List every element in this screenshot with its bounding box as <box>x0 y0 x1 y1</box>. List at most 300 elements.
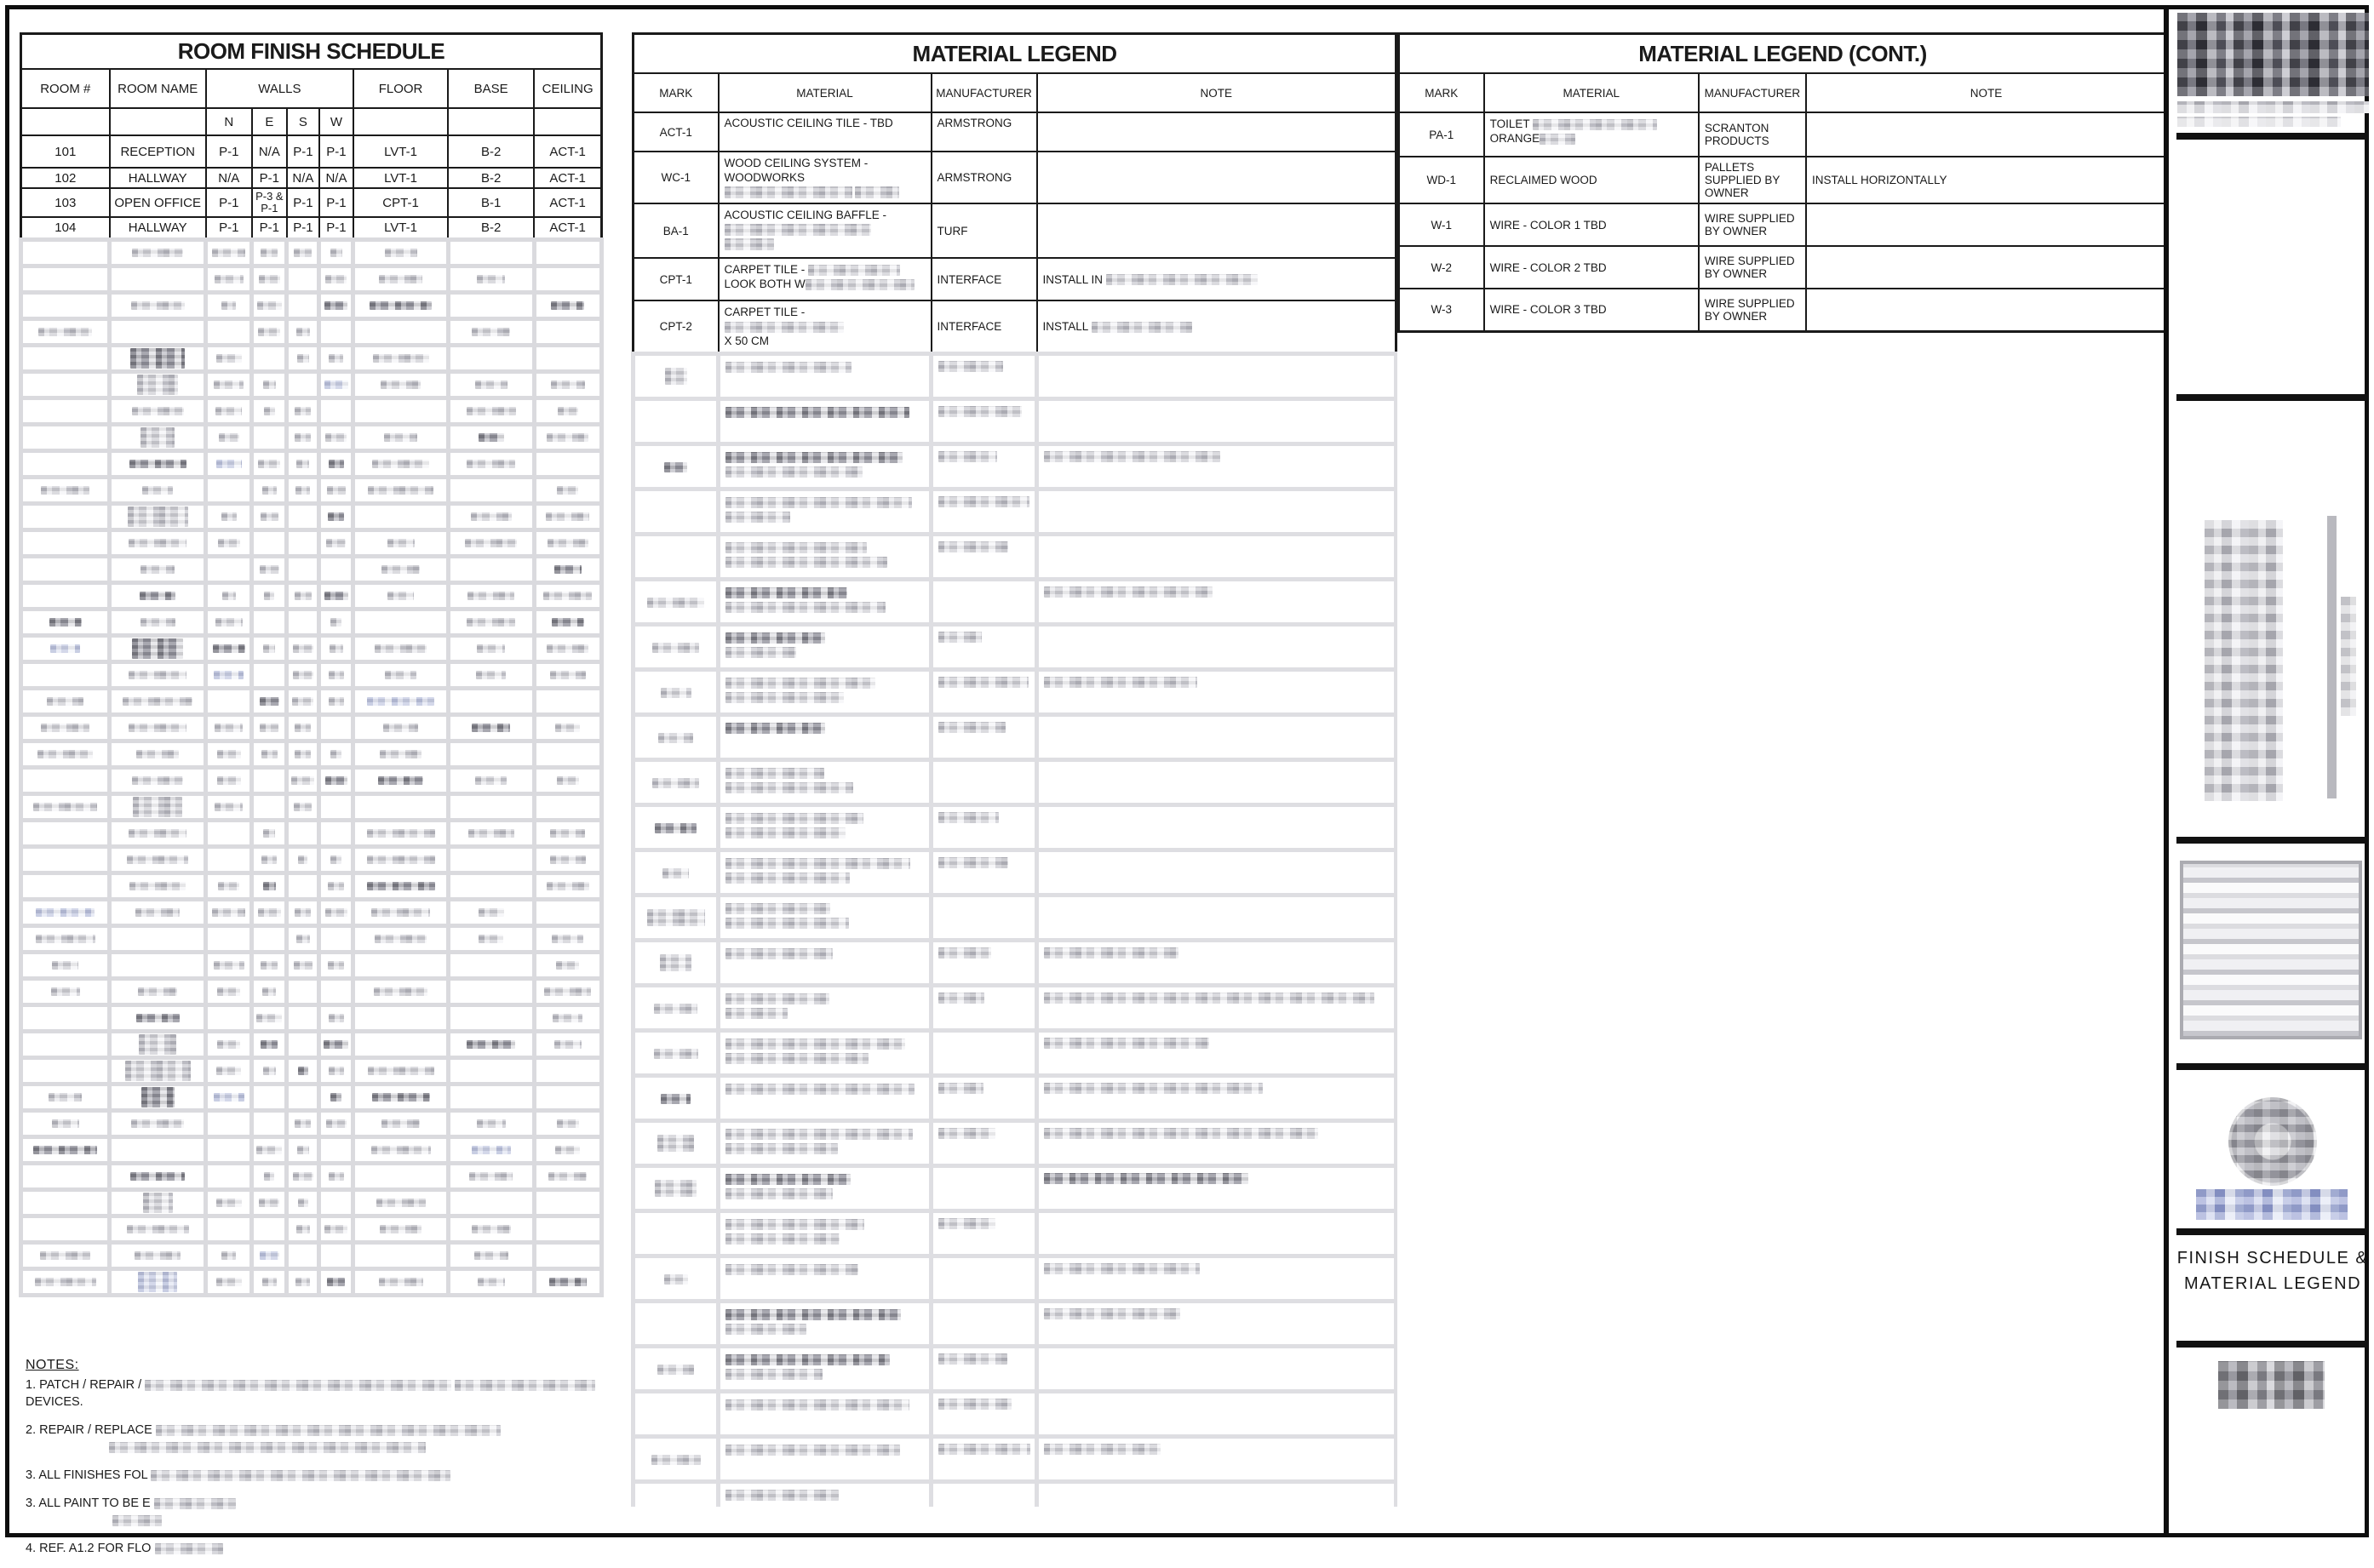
cell-redacted <box>252 1004 287 1031</box>
cell-redacted <box>287 793 319 820</box>
cell-redacted <box>534 318 601 345</box>
cell-redacted <box>206 925 252 952</box>
redacted-text <box>725 918 849 929</box>
cell-redacted <box>353 873 448 899</box>
cell-redacted <box>319 292 353 318</box>
redacted-text <box>725 542 867 553</box>
cell-redacted <box>353 1242 448 1268</box>
table-row-redacted <box>21 609 602 635</box>
redacted-text <box>216 460 242 468</box>
cell-redacted <box>353 371 448 398</box>
cell-redacted <box>534 266 601 292</box>
redacted-text <box>132 407 184 415</box>
cell-redacted <box>287 529 319 556</box>
cell-redacted <box>319 609 353 635</box>
cell-note: INSTALL HORIZONTALLY <box>1806 157 2167 203</box>
cell-redacted <box>110 1242 206 1268</box>
cell-redacted <box>1037 535 1396 580</box>
table-row-redacted <box>21 1057 602 1084</box>
redacted-text <box>298 1199 308 1207</box>
redacted-text <box>327 486 346 495</box>
sheet-title <box>2174 1245 2371 1296</box>
table-row-redacted <box>21 450 602 477</box>
cell-redacted <box>21 345 110 371</box>
cell-redacted <box>319 899 353 925</box>
cell-wall-s: N/A <box>287 168 319 188</box>
cell-room-name: RECEPTION <box>110 135 206 168</box>
cell-manufacturer: ARMSTRONG <box>932 152 1037 203</box>
redacted-text <box>221 1251 236 1260</box>
table-row-redacted <box>634 1392 1396 1437</box>
redacted-text <box>543 592 592 600</box>
cell-redacted <box>353 635 448 661</box>
cell-redacted <box>21 741 110 767</box>
redacted-text <box>259 275 280 283</box>
cell-redacted <box>252 1242 287 1268</box>
redacted-text <box>330 856 341 864</box>
cell-redacted <box>719 1121 932 1166</box>
redacted-text <box>381 1119 420 1128</box>
redacted-text <box>465 539 517 547</box>
cell-redacted <box>534 1110 601 1136</box>
redacted-text <box>725 587 847 598</box>
redacted-text <box>547 433 588 442</box>
redacted-text <box>725 224 871 236</box>
cell-redacted <box>932 986 1037 1031</box>
redacted-text <box>938 857 1008 868</box>
redacted-text <box>725 1324 806 1335</box>
cell-redacted <box>206 1084 252 1110</box>
cell-room-no: 102 <box>21 168 110 188</box>
cell-base: B-2 <box>448 135 534 168</box>
table-row-redacted <box>634 1256 1396 1302</box>
cell-redacted <box>534 1031 601 1057</box>
cell-redacted <box>206 846 252 873</box>
redacted-text <box>328 961 344 970</box>
room-finish-schedule-panel <box>19 32 604 1325</box>
redacted-text <box>295 1119 311 1128</box>
col-header-material: MATERIAL <box>719 73 932 112</box>
redacted-text <box>374 987 427 996</box>
cell-redacted <box>534 371 601 398</box>
col-header-mark: MARK <box>1399 73 1484 112</box>
redacted-text <box>1533 119 1657 130</box>
redacted-text <box>140 618 175 627</box>
redacted-text <box>222 592 236 600</box>
redacted-text <box>477 275 505 283</box>
cell-redacted <box>932 1121 1037 1166</box>
redacted-text <box>329 460 344 468</box>
cell-redacted <box>353 661 448 688</box>
cell-wall-n: P-1 <box>206 217 252 239</box>
redacted-text <box>725 1053 869 1064</box>
table-row-redacted <box>21 793 602 820</box>
cell-redacted <box>534 1268 601 1295</box>
cell-redacted <box>534 1084 601 1110</box>
cell-redacted <box>353 688 448 714</box>
redacted-text <box>294 961 313 970</box>
cell-redacted <box>353 1004 448 1031</box>
redacted-text <box>725 1369 823 1380</box>
cell-redacted <box>206 609 252 635</box>
material-text: LOOK BOTH W <box>724 278 806 290</box>
redacted-text <box>218 539 240 547</box>
redacted-text <box>367 856 435 864</box>
redacted-text <box>131 301 185 310</box>
cell-redacted <box>319 239 353 266</box>
table-row-redacted <box>21 714 602 741</box>
redacted-text <box>35 1278 96 1286</box>
redacted-text <box>367 697 434 706</box>
cell-redacted <box>110 741 206 767</box>
cell-redacted <box>206 1110 252 1136</box>
redacted-text <box>261 750 278 758</box>
redacted-text <box>725 692 844 703</box>
revision-table-redacted <box>2180 861 2362 1039</box>
redacted-text <box>1044 1444 1161 1455</box>
cell-redacted <box>21 899 110 925</box>
cell-redacted <box>719 580 932 625</box>
cell-redacted <box>719 1256 932 1302</box>
cell-wall-w: P-1 <box>319 135 353 168</box>
cell-redacted <box>252 952 287 978</box>
redacted-text <box>112 1515 162 1526</box>
cell-ceiling: ACT-1 <box>534 188 601 217</box>
redacted-text <box>725 813 863 824</box>
cell-redacted <box>206 318 252 345</box>
cell-redacted <box>319 529 353 556</box>
redacted-text <box>550 671 586 679</box>
cell-redacted <box>110 609 206 635</box>
divider <box>2176 837 2368 844</box>
cell-redacted <box>353 1084 448 1110</box>
redacted-text <box>330 1093 341 1102</box>
cell-redacted <box>206 899 252 925</box>
redacted-text <box>372 460 429 468</box>
cell-redacted <box>353 1031 448 1057</box>
cell-redacted <box>287 767 319 793</box>
cell-redacted <box>634 399 719 444</box>
redacted-text <box>52 1119 79 1128</box>
note-text: 2. REPAIR / REPLACE <box>26 1423 152 1437</box>
cell-redacted <box>932 1211 1037 1256</box>
redacted-text <box>662 868 689 878</box>
cell-material: WIRE - COLOR 3 TBD <box>1484 289 1699 331</box>
cell-redacted <box>287 714 319 741</box>
redacted-text <box>214 381 244 389</box>
cell-wall-n: P-1 <box>206 135 252 168</box>
redacted-text <box>262 987 276 996</box>
redacted-text <box>136 750 179 758</box>
redacted-text <box>214 961 244 970</box>
redacted-text <box>380 750 421 758</box>
redacted-text <box>554 565 582 574</box>
cell-mark: W-2 <box>1399 246 1484 289</box>
table-row-redacted <box>21 1268 602 1295</box>
redacted-text <box>938 361 1003 372</box>
cell-redacted <box>319 846 353 873</box>
redacted-text <box>472 1225 511 1233</box>
cell-redacted <box>206 661 252 688</box>
cell-redacted <box>287 1110 319 1136</box>
redacted-text <box>471 512 512 521</box>
note-text: 4. REF. A1.2 FOR FLO <box>26 1542 152 1555</box>
cell-wall-e: P-3 & P-1 <box>252 188 287 217</box>
redacted-text <box>555 1146 580 1154</box>
cell-redacted <box>448 1110 534 1136</box>
cell-redacted <box>319 952 353 978</box>
table-row-103 <box>21 188 602 217</box>
cell-redacted <box>1037 850 1396 896</box>
cell-redacted <box>719 535 932 580</box>
cell-redacted <box>534 503 601 529</box>
redacted-text <box>260 565 279 574</box>
cell-redacted <box>448 1268 534 1295</box>
cell-wall-s: P-1 <box>287 217 319 239</box>
cell-redacted <box>353 767 448 793</box>
redacted-text <box>330 618 341 627</box>
redacted-text <box>258 328 280 336</box>
cell-redacted <box>252 398 287 424</box>
redacted-text <box>938 451 997 462</box>
redacted-text <box>325 776 347 785</box>
cell-redacted <box>932 941 1037 986</box>
cell-redacted <box>206 266 252 292</box>
redacted-text <box>260 697 279 706</box>
redacted-text <box>140 592 175 600</box>
cell-redacted <box>719 805 932 850</box>
cell-redacted <box>319 1110 353 1136</box>
cell-manufacturer: INTERFACE <box>932 300 1037 354</box>
cell-redacted <box>110 846 206 873</box>
redacted-text <box>295 592 312 600</box>
cell-redacted <box>534 1242 601 1268</box>
redacted-text <box>661 688 691 698</box>
cell-redacted <box>206 1189 252 1216</box>
redacted-text <box>467 460 515 468</box>
cell-redacted <box>634 489 719 535</box>
table-row-redacted <box>634 625 1396 670</box>
cell-wall-w: P-1 <box>319 188 353 217</box>
cell-redacted <box>448 1057 534 1084</box>
note-text: INSTALL IN <box>1042 272 1104 286</box>
cell-redacted <box>534 1136 601 1163</box>
cell-mark: BA-1 <box>634 203 719 258</box>
redacted-text <box>379 275 422 283</box>
redacted-text <box>548 1172 587 1181</box>
redacted-text <box>328 882 344 890</box>
redacted-text <box>469 1172 513 1181</box>
table-row-redacted <box>21 767 602 793</box>
cell-redacted <box>252 978 287 1004</box>
redacted-text <box>324 1225 347 1233</box>
redacted-text <box>556 961 579 970</box>
cell-redacted <box>353 529 448 556</box>
cell-redacted <box>252 1163 287 1189</box>
redacted-text <box>725 782 853 793</box>
cell-redacted <box>21 1136 110 1163</box>
cell-redacted <box>319 503 353 529</box>
redacted-text <box>725 1008 788 1019</box>
cell-redacted <box>21 1268 110 1295</box>
cell-redacted <box>252 556 287 582</box>
redacted-text <box>41 724 89 732</box>
redacted-text <box>154 1498 236 1509</box>
table-row-redacted <box>634 1076 1396 1121</box>
cell-redacted <box>634 444 719 489</box>
cell-redacted <box>206 345 252 371</box>
cell-redacted <box>252 1268 287 1295</box>
redacted-text <box>725 903 830 914</box>
redacted-text <box>725 1174 851 1185</box>
cell-redacted <box>319 1242 353 1268</box>
table-row-101 <box>21 135 602 168</box>
redacted-text <box>130 348 185 369</box>
redacted-text <box>295 750 311 758</box>
cell-room-name: HALLWAY <box>110 168 206 188</box>
table-row-redacted <box>634 1211 1396 1256</box>
firm-logo <box>2177 13 2369 96</box>
cell-mark: CPT-1 <box>634 258 719 300</box>
cell-redacted <box>1037 1347 1396 1392</box>
cell-redacted <box>252 266 287 292</box>
cell-redacted <box>932 444 1037 489</box>
redacted-text <box>548 539 588 547</box>
table-row-redacted <box>21 398 602 424</box>
table-row-redacted <box>21 873 602 899</box>
cell-redacted <box>287 503 319 529</box>
redacted-text <box>725 557 887 568</box>
redacted-text <box>33 803 97 811</box>
cell-redacted <box>448 450 534 477</box>
cell-redacted <box>21 767 110 793</box>
cell-redacted <box>932 354 1037 399</box>
cell-redacted <box>932 1392 1037 1437</box>
redacted-text <box>725 1309 901 1320</box>
redacted-text <box>326 539 346 547</box>
col-header-manufacturer: MANUFACTURER <box>1699 73 1806 112</box>
cell-redacted <box>319 371 353 398</box>
material-legend-title: MATERIAL LEGEND <box>912 40 1117 66</box>
redacted-text <box>479 433 504 442</box>
redacted-text <box>296 1225 310 1233</box>
cell-redacted <box>206 873 252 899</box>
cell-redacted <box>287 371 319 398</box>
cell-redacted <box>319 978 353 1004</box>
table-row-redacted <box>21 899 602 925</box>
cell-redacted <box>448 1136 534 1163</box>
cell-redacted <box>110 1110 206 1136</box>
cell-redacted <box>534 424 601 450</box>
cell-redacted <box>353 239 448 266</box>
redacted-text <box>261 1040 278 1049</box>
redacted-text <box>137 375 178 395</box>
cell-redacted <box>1037 1166 1396 1211</box>
table-row-redacted <box>21 820 602 846</box>
redacted-text <box>467 618 515 627</box>
note-item-3 <box>26 1467 622 1484</box>
cell-redacted <box>448 1084 534 1110</box>
redacted-text <box>725 322 844 333</box>
cell-redacted <box>287 846 319 873</box>
table-row-redacted <box>634 896 1396 941</box>
redacted-text <box>295 1278 310 1286</box>
cell-redacted <box>21 1084 110 1110</box>
cell-redacted <box>448 477 534 503</box>
cell-redacted <box>534 661 601 688</box>
cell-redacted <box>932 760 1037 805</box>
divider <box>2176 1063 2368 1070</box>
cell-ceiling: ACT-1 <box>534 217 601 239</box>
cell-redacted <box>448 1004 534 1031</box>
cell-redacted <box>206 477 252 503</box>
cell-redacted <box>719 1166 932 1211</box>
cell-redacted <box>21 925 110 952</box>
cell-redacted <box>206 793 252 820</box>
cell-redacted <box>21 1216 110 1242</box>
redacted-text <box>132 249 183 257</box>
cell-redacted <box>534 450 601 477</box>
cell-redacted <box>448 529 534 556</box>
cell-redacted <box>287 873 319 899</box>
redacted-text <box>1044 677 1197 688</box>
cell-redacted <box>634 805 719 850</box>
redacted-text <box>213 644 245 653</box>
col-header-room-name: ROOM NAME <box>110 69 206 108</box>
table-row-redacted <box>21 846 602 873</box>
cell-redacted <box>287 1268 319 1295</box>
table-row-redacted <box>21 582 602 609</box>
redacted-text <box>123 697 192 706</box>
redacted-text <box>806 279 915 290</box>
cell-redacted <box>634 1166 719 1211</box>
cell-redacted <box>534 292 601 318</box>
cell-redacted <box>353 1268 448 1295</box>
cell-redacted <box>110 424 206 450</box>
cell-redacted <box>719 850 932 896</box>
cell-redacted <box>206 635 252 661</box>
cell-redacted <box>206 1268 252 1295</box>
cell-redacted <box>448 846 534 873</box>
redacted-text <box>725 1354 890 1365</box>
cell-redacted <box>534 1189 601 1216</box>
col-header-material: MATERIAL <box>1484 73 1699 112</box>
cell-redacted <box>353 450 448 477</box>
cell-redacted <box>534 952 601 978</box>
redacted-text <box>475 381 507 389</box>
cell-redacted <box>1037 444 1396 489</box>
redacted-text <box>135 908 180 917</box>
cell-redacted <box>206 398 252 424</box>
cell-redacted <box>287 899 319 925</box>
cell-redacted <box>719 1211 932 1256</box>
project-info-redacted <box>2205 520 2283 801</box>
cell-redacted <box>932 896 1037 941</box>
material-legend-cont-table <box>1397 32 2168 333</box>
note-text: 1. PATCH / REPAIR / <box>26 1378 142 1392</box>
cell-redacted <box>448 1031 534 1057</box>
material-legend-cont-panel <box>1397 32 2168 333</box>
cell-redacted <box>319 266 353 292</box>
redacted-text <box>329 354 343 363</box>
cell-redacted <box>252 635 287 661</box>
cell-redacted <box>319 661 353 688</box>
redacted-text <box>136 1014 180 1022</box>
redacted-text <box>368 486 433 495</box>
cell-redacted <box>932 489 1037 535</box>
table-row-redacted <box>634 1166 1396 1211</box>
redacted-text <box>264 407 275 415</box>
